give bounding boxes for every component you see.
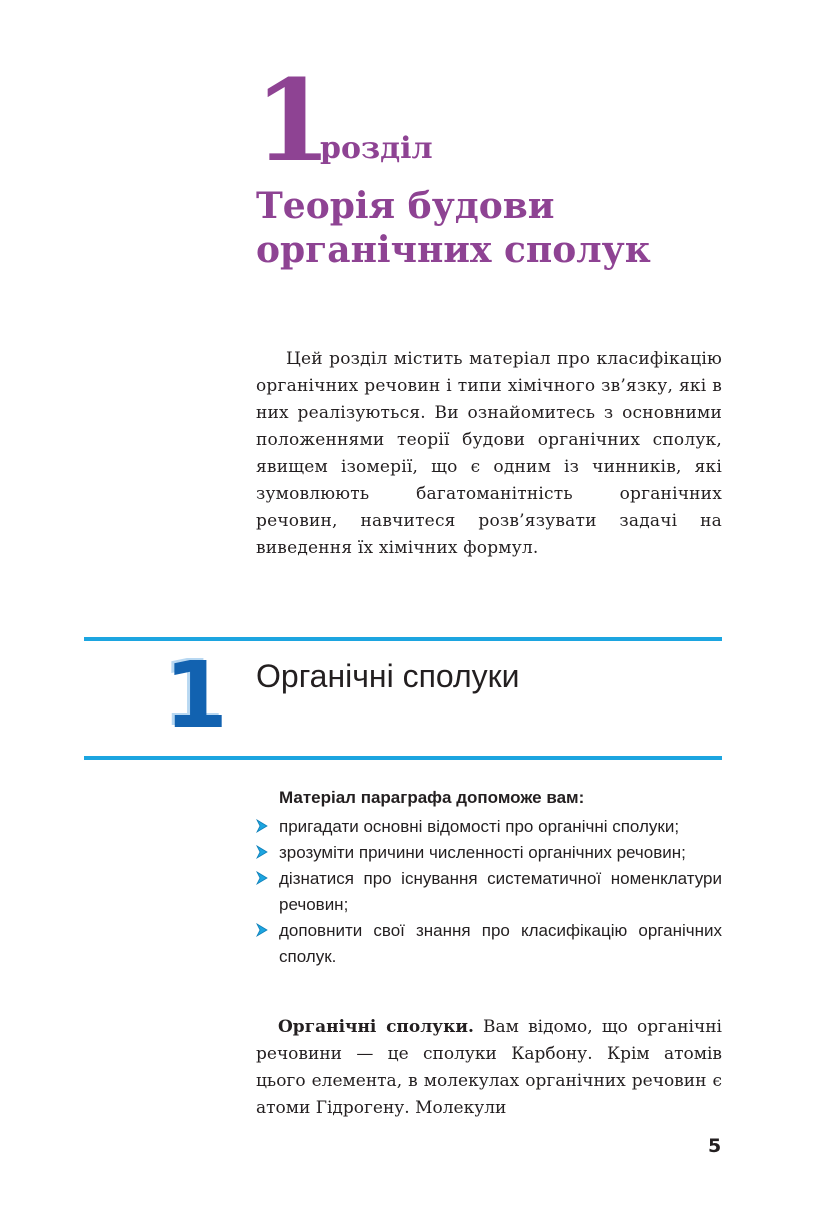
- chapter-intro: [256, 346, 722, 562]
- chevron-right-icon: [254, 870, 270, 886]
- list-item: [254, 918, 722, 970]
- goal-text: пригадати основні відомості про органічні сполуки;: [279, 817, 680, 836]
- section-number: 1: [164, 642, 229, 749]
- goals-heading: Матеріал параграфа допоможе вам:: [279, 788, 585, 807]
- chapter-title: Теорія будови органічних сполук: [256, 185, 651, 271]
- section-rule-bottom: [84, 756, 722, 760]
- chevron-right-icon: [254, 844, 270, 860]
- goal-text: зрозуміти причини численності органічних речовин;: [279, 843, 686, 862]
- section-rule-top: [84, 637, 722, 641]
- list-item: [254, 840, 722, 866]
- chapter-label: розділ: [320, 131, 433, 166]
- intro-paragraph: Цей розділ містить матеріал про класифікацію органічних речовин і типи хімічного зв’язку, які в них реалізуються. Ви ознайомитесь з основними положеннями теорії будови органічних сполук, явищем ізомерії, що є одним із чинників, які зумовлюють багатоманітність органічних речовин, навчитеся розв’язувати задачі на виведення їх хімічних формул.: [256, 349, 722, 558]
- body-text: [256, 1014, 722, 1122]
- section-title: Органічні сполуки: [256, 658, 520, 694]
- paragraph-text: Вам відомо, що органічні речовини — це сполуки Карбону. Крім атомів цього елемента, в молекулах органічних речовин є атоми Гідрогену. Молекули: [256, 1017, 722, 1118]
- chevron-right-icon: [254, 922, 270, 938]
- list-item: [254, 814, 722, 840]
- chapter-number: 1: [254, 56, 328, 187]
- body-paragraph: [256, 1014, 722, 1122]
- goal-text: дізнатися про існування систематичної номенклатури речовин;: [279, 869, 722, 914]
- page-number: 5: [708, 1135, 722, 1157]
- paragraph-lead: Органічні сполуки.: [278, 1017, 474, 1037]
- goals-list: [254, 814, 722, 970]
- chevron-right-icon: [254, 818, 270, 834]
- goal-text: доповнити свої знання про класифікацію органічних сполук.: [279, 921, 722, 966]
- list-item: [254, 866, 722, 918]
